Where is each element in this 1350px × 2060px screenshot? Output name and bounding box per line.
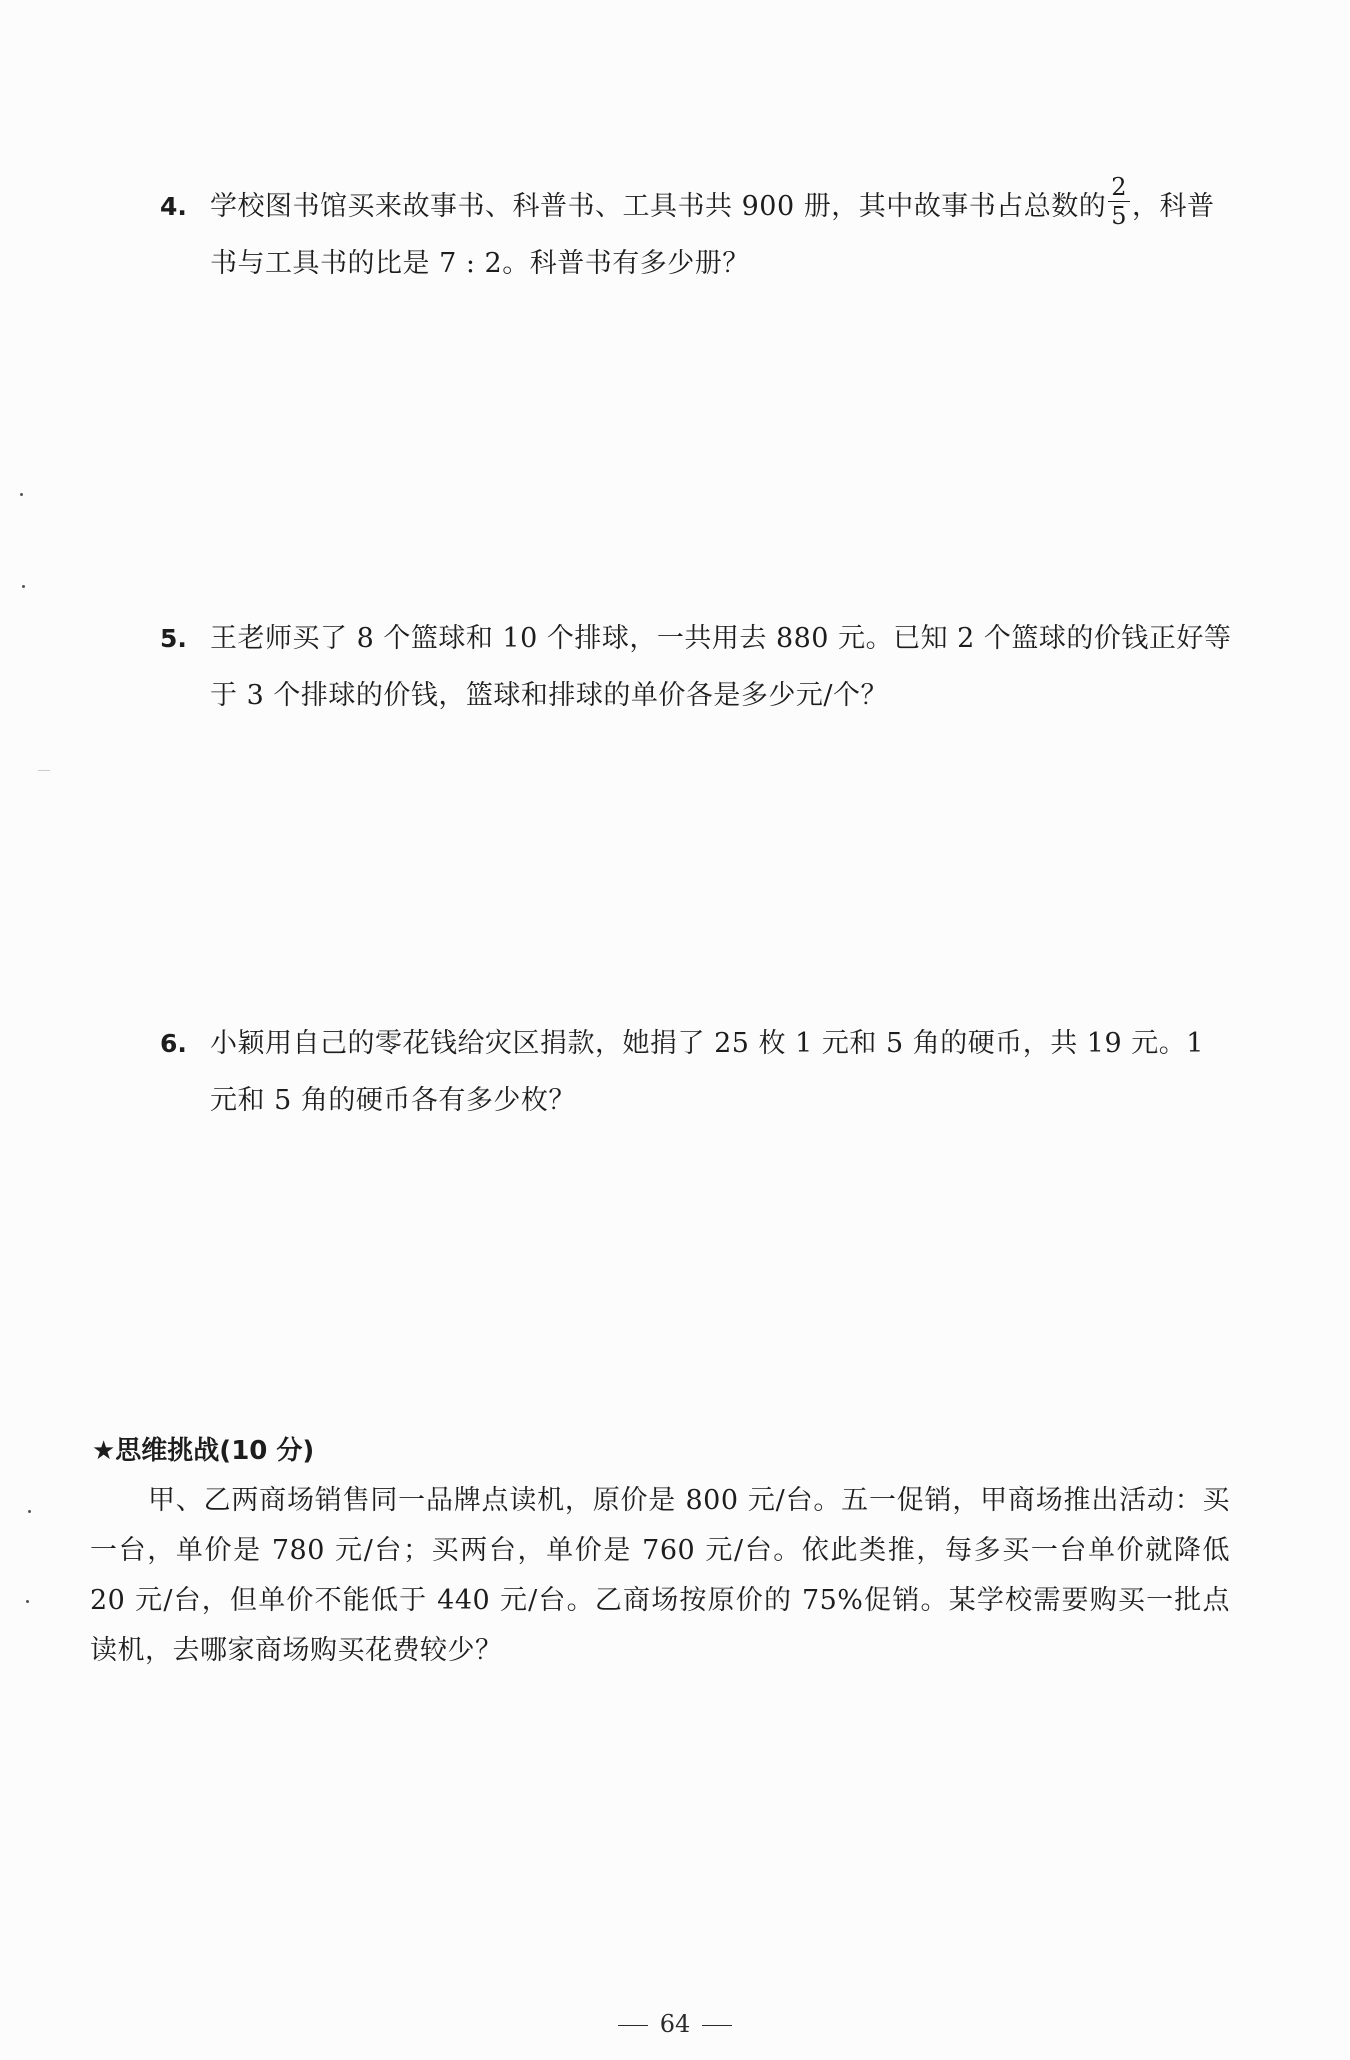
page-number: 64 [659,2010,691,2038]
fraction-numerator: 2 [1108,175,1130,202]
footer-dash [702,2025,732,2026]
problem-6 [160,1015,1240,1129]
scan-mark [38,770,50,771]
challenge-body: 甲、乙两商场销售同一品牌点读机，原价是 800 元/台。五一促销，甲商场推出活动：买一台，单价是 780 元/台；买两台，单价是 760 元/台。依此类推，每多买一台单价就降低 20 元/台，但单价不能低于 440 元/台。乙商场按原价的 75%促销。某学校需要购买一批点读机，去哪家商场购买花费较少？ [90,1485,1230,1666]
problem-text-part: ，科普书与工具书的比是 7 : 2。科普书有多少册？ [210,191,1215,279]
fraction [1108,175,1130,228]
problem-number: 5. [160,624,187,653]
page-footer [0,2010,1350,2038]
fraction-denominator: 5 [1111,202,1127,230]
problem-text-part: 学校图书馆买来故事书、科普书、工具书共 900 册，其中故事书占总数的 [210,191,1107,222]
problem-5 [160,610,1240,724]
scan-speck [28,1510,31,1513]
problem-number: 6. [160,1029,187,1058]
problem-4 [160,173,1240,292]
problem-text: 小颖用自己的零花钱给灾区捐款，她捐了 25 枚 1 元和 5 角的硬币，共 19 元。1 元和 5 角的硬币各有多少枚？ [210,1028,1204,1116]
scan-speck [26,1600,29,1603]
scan-speck [20,493,23,496]
problem-text [210,173,1240,292]
problem-text: 王老师买了 8 个篮球和 10 个排球，一共用去 880 元。已知 2 个篮球的价钱正好等于 3 个排球的价钱，篮球和排球的单价各是多少元/个？ [210,623,1232,711]
challenge-title: ★思维挑战(10 分) [92,1436,315,1466]
footer-dash [618,2025,648,2026]
scan-speck [22,585,25,588]
problem-number: 4. [160,192,187,221]
